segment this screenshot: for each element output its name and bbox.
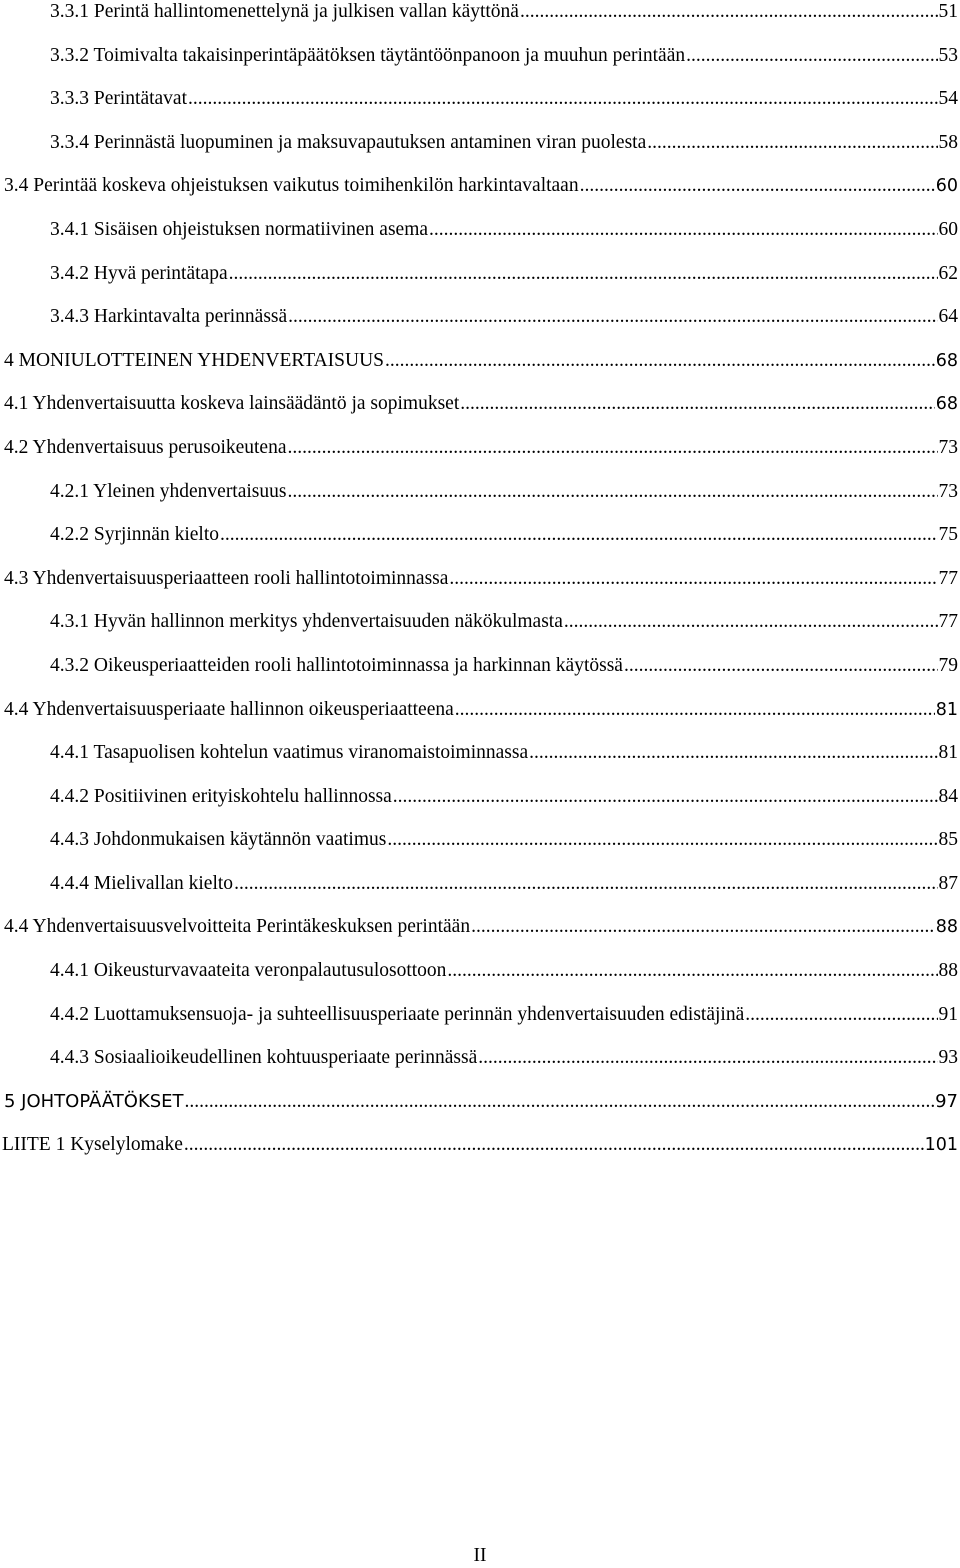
toc-entry xyxy=(0,470,958,514)
toc-entry xyxy=(0,993,958,1037)
toc-entry-title: 3.4.1 Sisäisen ohjeistuksen normatiivinen asema xyxy=(50,218,429,240)
toc-dot-leader xyxy=(385,339,935,383)
toc-entry-title: 4.4.1 Oikeusturvavaateita veronpalautusulosottoon xyxy=(50,960,447,982)
toc-entry-title: 4.4.2 Luottamuksensuoja- ja suhteellisuusperiaate perinnän yhdenvertaisuuden edistäjinä xyxy=(50,1003,745,1025)
toc-dot-leader xyxy=(188,77,937,121)
toc-entry-page: 54 xyxy=(938,88,958,110)
toc-dot-leader xyxy=(624,644,938,688)
toc-entry xyxy=(0,121,958,165)
toc-dot-leader xyxy=(580,164,935,208)
toc-entry-page: 60 xyxy=(935,176,958,197)
toc-dot-leader xyxy=(387,818,937,862)
toc-entry-title: 4.3.2 Oikeusperiaatteiden rooli hallintotoiminnassa ja harkinnan käytössä xyxy=(50,654,623,676)
toc-dot-leader xyxy=(184,1123,924,1167)
toc-entry-title: 4.4.3 Sosiaalioikeudellinen kohtuusperiaate perinnässä xyxy=(50,1047,478,1069)
toc-dot-leader xyxy=(745,993,937,1037)
toc-dot-leader xyxy=(471,905,935,949)
toc-dot-leader xyxy=(564,600,938,644)
toc-entry-page: 73 xyxy=(938,436,958,458)
toc-entry-title: 3.3.3 Perintätavat xyxy=(50,88,188,110)
toc-entry-title: 4.4.3 Johdonmukaisen käytännön vaatimus xyxy=(50,829,387,851)
toc-entry-page: 64 xyxy=(938,306,958,328)
toc-entry-page: 73 xyxy=(938,480,958,502)
toc-entry-page: 84 xyxy=(938,785,958,807)
toc-entry-title: 4.4.4 Mielivallan kielto xyxy=(50,872,234,894)
toc-entry xyxy=(0,164,958,208)
toc-dot-leader xyxy=(229,252,938,296)
toc-entry-title: 3.3.4 Perinnästä luopuminen ja maksuvapautuksen antaminen viran puolesta xyxy=(50,131,647,153)
toc-entry-title: 3.3.1 Perintä hallintomenettelynä ja julkisen vallan käyttönä xyxy=(50,1,519,22)
toc-entry-page: 51 xyxy=(938,1,958,22)
toc-entry-title: 4.4.1 Tasapuolisen kohtelun vaatimus viranomaistoiminnassa xyxy=(50,742,529,764)
toc-entry-page: 75 xyxy=(938,524,958,546)
toc-entry-page: 88 xyxy=(938,960,958,982)
toc-entry-page: 77 xyxy=(938,567,958,589)
toc-entry xyxy=(0,775,958,819)
toc-entry-page: 60 xyxy=(938,218,958,240)
toc-entry-title: 4 MONIULOTTEINEN YHDENVERTAISUUS xyxy=(4,349,385,371)
toc-dot-leader xyxy=(460,382,934,426)
toc-dot-leader xyxy=(455,688,935,732)
toc-dot-leader xyxy=(449,557,937,601)
toc-entry-title: 4.4.2 Positiivinen erityiskohtelu hallinnossa xyxy=(50,785,392,807)
page-number: II xyxy=(473,1545,487,1566)
toc-entry xyxy=(0,818,958,862)
toc-entry-title: 4.2.1 Yleinen yhdenvertaisuus xyxy=(50,480,287,502)
toc-entry-page: 88 xyxy=(935,917,958,938)
toc-entry-title: 4.4 Yhdenvertaisuusperiaate hallinnon oikeusperiaatteena xyxy=(4,698,454,720)
toc-entry-title: 4.3 Yhdenvertaisuusperiaatteen rooli hallintotoiminnassa xyxy=(4,567,449,589)
toc-entry xyxy=(0,688,958,732)
toc-entry-page: 101 xyxy=(924,1135,958,1156)
toc-entry xyxy=(0,862,958,906)
toc-entry-page: 81 xyxy=(935,699,958,720)
toc-dot-leader xyxy=(429,208,937,252)
toc-entry xyxy=(0,382,958,426)
toc-entry xyxy=(0,1123,958,1167)
toc-entry-page: 81 xyxy=(938,742,958,764)
toc-entry-page: 62 xyxy=(938,262,958,284)
toc-entry-title: LIITE 1 Kyselylomake xyxy=(2,1134,183,1156)
toc-entry-page: 68 xyxy=(935,350,958,371)
toc-dot-leader xyxy=(185,1080,935,1124)
toc-entry-page: 53 xyxy=(938,44,958,66)
toc-entry-title: 3.4.2 Hyvä perintätapa xyxy=(50,262,228,284)
toc-entry-title: 4.2.2 Syrjinnän kielto xyxy=(50,524,219,546)
toc-entry xyxy=(0,0,958,34)
toc-dot-leader xyxy=(520,0,938,34)
toc-entry xyxy=(0,339,958,383)
toc-entry xyxy=(0,77,958,121)
toc-entry xyxy=(0,252,958,296)
toc-entry-title: 4.2 Yhdenvertaisuus perusoikeutena xyxy=(4,436,287,458)
toc-entry-page: 58 xyxy=(938,131,958,153)
toc-entry-page: 68 xyxy=(935,394,958,415)
toc-dot-leader xyxy=(478,1036,937,1080)
toc-dot-leader xyxy=(686,34,937,78)
toc-entry xyxy=(0,644,958,688)
toc-entry-page: 87 xyxy=(938,872,958,894)
toc-dot-leader xyxy=(288,426,938,470)
toc-entry xyxy=(0,34,958,78)
toc-entry xyxy=(0,1080,958,1124)
toc-entry-title: 3.4.3 Harkintavalta perinnässä xyxy=(50,306,288,328)
toc-dot-leader xyxy=(287,470,937,514)
toc-entry xyxy=(0,1036,958,1080)
toc-entry-page: 93 xyxy=(938,1047,958,1069)
toc-entry xyxy=(0,557,958,601)
toc-entry-title: 5 JOHTOPÄÄTÖKSET xyxy=(4,1090,184,1112)
toc-entry-page: 77 xyxy=(938,611,958,633)
toc-entry xyxy=(0,600,958,644)
toc-entry-page: 85 xyxy=(938,829,958,851)
toc-entry xyxy=(0,905,958,949)
toc-entry-title: 3.4 Perintää koskeva ohjeistuksen vaikutus toimihenkilön harkintavaltaan xyxy=(4,175,579,197)
toc-dot-leader xyxy=(393,775,938,819)
toc-dot-leader xyxy=(647,121,937,165)
toc-dot-leader xyxy=(234,862,937,906)
toc-entry xyxy=(0,208,958,252)
toc-dot-leader xyxy=(529,731,937,775)
toc-entry xyxy=(0,426,958,470)
toc-entry-page: 79 xyxy=(938,654,958,676)
toc-entry xyxy=(0,295,958,339)
toc-entry xyxy=(0,513,958,557)
toc-entry-title: 4.3.1 Hyvän hallinnon merkitys yhdenvertaisuuden näkökulmasta xyxy=(50,611,563,633)
toc-entry-title: 4.4 Yhdenvertaisuusvelvoitteita Perintäkeskuksen perintään xyxy=(4,916,471,938)
toc-entry-page: 97 xyxy=(935,1090,958,1112)
toc-entry xyxy=(0,949,958,993)
toc-entry xyxy=(0,731,958,775)
toc-entry-title: 4.1 Yhdenvertaisuutta koskeva lainsäädäntö ja sopimukset xyxy=(4,393,460,415)
toc-dot-leader xyxy=(220,513,938,557)
toc-entry-title: 3.3.2 Toimivalta takaisinperintäpäätöksen täytäntöönpanoon ja muuhun perintään xyxy=(50,44,686,66)
toc-entry-page: 91 xyxy=(938,1003,958,1025)
toc-dot-leader xyxy=(447,949,937,993)
toc-dot-leader xyxy=(288,295,937,339)
